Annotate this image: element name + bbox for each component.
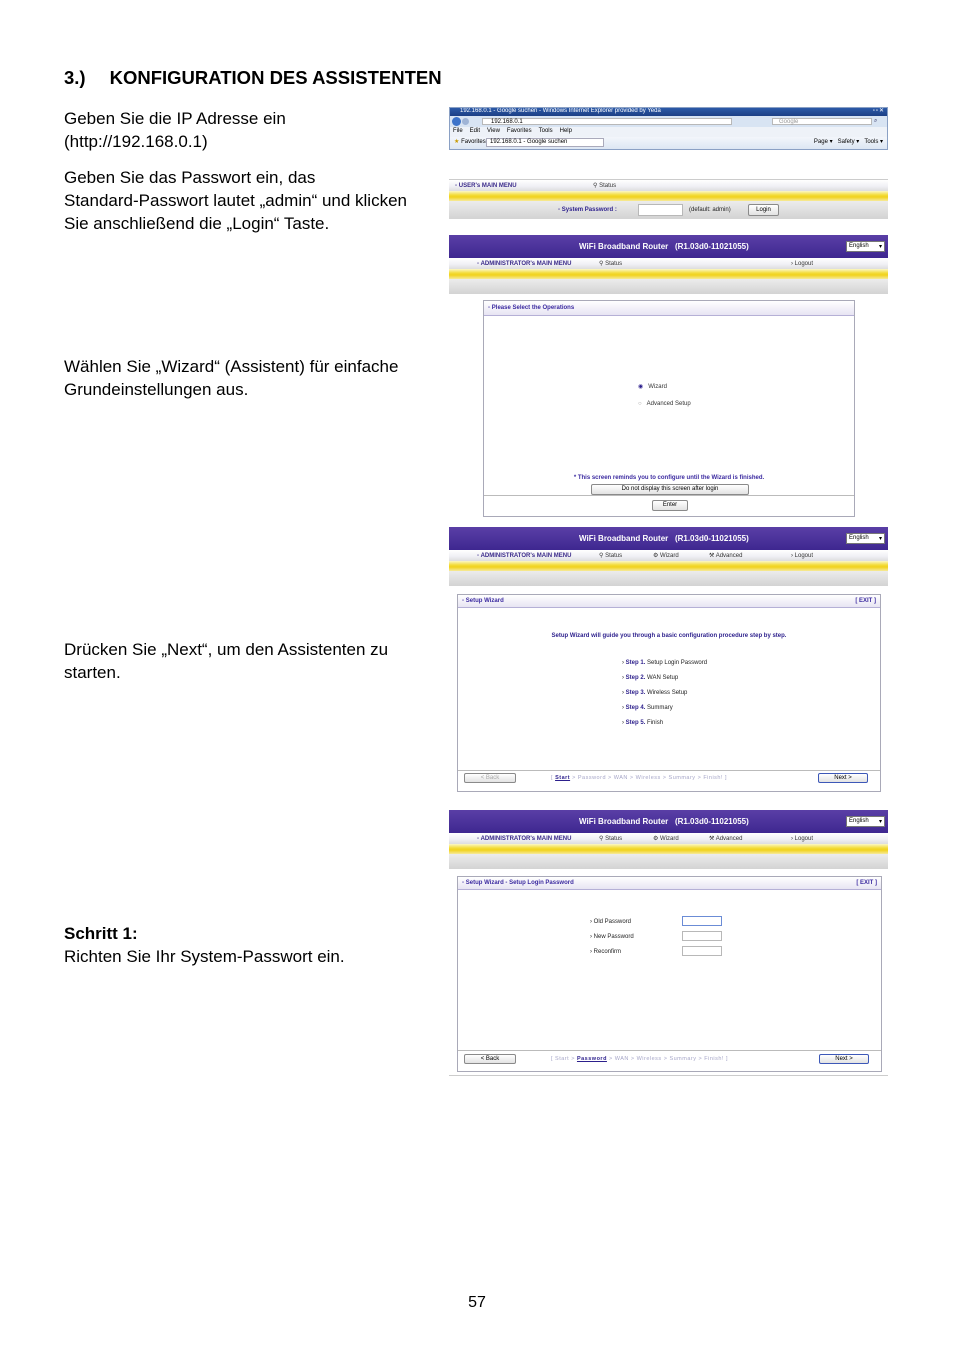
radio-unchecked-icon[interactable]: ○ [638,401,642,407]
browser-tab[interactable]: 192.168.0.1 - Google suchen [486,138,604,147]
section-heading [64,67,442,89]
setup-wizard-screenshot [449,527,888,792]
page-number: 57 [468,1294,486,1311]
step-number: Step 2. [625,675,646,681]
password-label-text: System Password : [561,207,617,213]
search-input[interactable]: Google [772,118,872,125]
exit-link[interactable]: [ EXIT ] [855,598,876,604]
advanced-label: Advanced [715,553,743,559]
tools-menu[interactable]: Tools ▾ [864,139,883,145]
step-item: › Step 3. Wireless Setup [622,690,688,696]
wizard-panel [457,594,881,792]
menu-favorites[interactable]: Favorites [506,128,532,134]
language-value: English [849,535,869,541]
divider [484,495,854,496]
forward-icon[interactable] [462,118,469,125]
status-link[interactable]: ⚲ Status [599,553,623,559]
operations-panel [483,300,855,517]
password-panel [457,876,882,1072]
option-advanced[interactable] [638,401,691,407]
section-title: KONFIGURATION DES ASSISTENTEN [109,67,442,88]
step-number: Step 3. [625,690,646,696]
breadcrumb-active: Start [555,775,571,781]
option-wizard[interactable] [638,383,667,390]
divider [458,1050,881,1051]
admin-menu[interactable]: ▫ ADMINISTRATOR's MAIN MENU [477,553,572,559]
wizard-reminder: * This screen reminds you to configure until the Wizard is finished. [573,475,765,481]
browser-menubar [450,127,887,137]
yellow-band [449,561,888,571]
user-menu-label: USER's MAIN MENU [458,183,517,189]
section-number: 3.) [64,67,86,88]
wizard-intro: Setup Wizard will guide you through a basic configuration procedure step by step. [551,633,787,639]
admin-menu-bar [449,833,888,844]
gray-band [449,854,888,869]
yellow-band [449,269,888,279]
back-button[interactable]: < Back [464,1054,516,1064]
gray-band [449,279,888,294]
password-title: Setup Wizard - Setup Login Password [465,880,574,886]
logout-label: Logout [794,261,814,267]
menu-view[interactable]: View [487,128,500,134]
language-select[interactable] [846,533,885,544]
step1-text: Richten Sie Ihr System-Passwort ein. [64,947,345,966]
language-select[interactable] [846,241,885,252]
search-icon[interactable]: ⌕ [874,118,878,124]
instruction-next: Drücken Sie „Next“, um den Assistenten zu starten. [64,640,389,682]
chevron-down-icon: ▾ [878,819,882,825]
instruction-wizard: Wählen Sie „Wizard“ (Assistent) für einfache Grundeinstellungen aus. [64,357,399,399]
router-title [579,817,749,826]
user-menu-bar [449,179,888,191]
router-name: WiFi Broadband Router [579,534,669,543]
breadcrumb-rest: > WAN > Wireless > Summary > Finish! ] [606,1056,729,1062]
back-icon[interactable] [452,117,461,126]
login-button[interactable]: Login [748,204,779,216]
reconfirm-text: Reconfirm [593,949,622,955]
logout-link[interactable]: › Logout [791,261,814,267]
browser-tools [814,139,883,146]
chevron-down-icon: ▾ [878,536,882,542]
router-version: (R1.03d0-11021055) [674,817,749,826]
step-number: Step 5. [625,720,646,726]
chevron-down-icon: ▾ [878,244,882,250]
old-password-input[interactable] [682,916,722,926]
login-bar [449,201,888,219]
operations-header: ▫ Please Select the Operations [484,301,854,316]
router-title [579,534,749,543]
step-label: Summary [647,705,673,711]
step-number: Step 4. [625,705,646,711]
wizard-link[interactable]: ⚙ Wizard [653,836,679,842]
option-advanced-label: Advanced Setup [646,401,691,407]
status-link[interactable]: ⚲ Status [593,183,617,189]
login-screenshot [449,179,888,219]
reconfirm-label: › Reconfirm [590,949,622,955]
router-version: (R1.03d0-11021055) [674,242,749,251]
safety-menu[interactable]: Safety ▾ [837,139,860,145]
window-controls[interactable]: ▫▫✕ [872,108,885,114]
password-wizard-screenshot [449,810,888,1076]
operations-title: Please Select the Operations [491,305,575,311]
new-password-input[interactable] [682,931,722,941]
default-hint: (default: admin) [689,207,731,213]
instruction-ip: Geben Sie die IP Adresse ein (http://192.168.0.1) [64,109,286,151]
yellow-band [449,191,888,201]
browser-window [449,107,888,150]
admin-menu-label: ADMINISTRATOR's MAIN MENU [480,553,572,559]
admin-menu-bar [449,550,888,561]
yellow-band [449,844,888,854]
option-wizard-label: Wizard [648,384,667,390]
wizard-link[interactable]: ⚙ Wizard [653,553,679,559]
browser-titlebar [450,108,887,116]
router-header-1 [449,235,888,294]
menu-file[interactable]: File [453,128,463,134]
wizard-breadcrumb: [ Start > Password > WAN > Wireless > Summary > Finish! ] [551,775,728,781]
step-item: › Step 1. Setup Login Password [622,660,708,666]
advanced-link[interactable]: ⚒ Advanced [709,553,743,559]
language-select[interactable] [846,816,885,827]
password-input[interactable] [638,204,683,216]
step-item: › Step 4. Summary [622,705,673,711]
old-password-label: › Old Password [590,919,632,925]
admin-menu-label: ADMINISTRATOR's MAIN MENU [480,261,572,267]
step-label: WAN Setup [647,675,679,681]
dont-display-button[interactable]: Do not display this screen after login [591,484,749,495]
breadcrumb-rest: > Password > WAN > Wireless > Summary > Finish! ] [570,775,728,781]
logout-label: Logout [794,836,814,842]
status-link[interactable]: ⚲ Status [599,836,623,842]
status-label: Status [605,836,623,842]
instruction-password: Geben Sie das Passwort ein, das Standard-Passwort lautet „admin“ und klicken Sie anschließend die „Login“ Taste. [64,168,407,233]
step-label: Setup Login Password [647,660,708,666]
wizard-label: Wizard [660,836,679,842]
password-label: ▫ System Password : [558,207,617,213]
browser-title: 192.168.0.1 - Google suchen - Windows Internet Explorer provided by Yeda [460,108,661,114]
wizard-header: ▫ Setup Wizard [ EXIT ] [458,595,880,608]
breadcrumb-active: Password [576,1056,607,1062]
router-title-bar [449,527,888,550]
user-menu[interactable]: ▫ USER's MAIN MENU [455,183,517,189]
admin-menu[interactable]: ▫ ADMINISTRATOR's MAIN MENU [477,836,572,842]
step-label: Finish [647,720,664,726]
router-title-bar [449,810,888,833]
instruction-step1 [64,922,444,968]
reconfirm-input[interactable] [682,946,722,956]
step-label: Wireless Setup [647,690,688,696]
new-password-text: New Password [593,934,634,940]
step-number: Step 1. [625,660,646,666]
status-label: Status [605,553,623,559]
browser-addressbar-row [450,116,887,127]
wizard-title: Setup Wizard [465,598,504,604]
steps-list [622,660,707,726]
step-item: › Step 2. WAN Setup [622,675,679,681]
favorites-star-icon[interactable]: ★ [454,139,460,145]
status-label: Status [599,183,617,189]
menu-edit[interactable]: Edit [469,128,481,134]
admin-menu-bar [449,258,888,269]
menu-tools[interactable]: Tools [538,128,553,134]
admin-menu-label: ADMINISTRATOR's MAIN MENU [480,836,572,842]
back-button[interactable]: < Back [464,773,516,783]
step1-title: Schritt 1: [64,924,138,943]
enter-button[interactable]: Enter [652,500,688,511]
router-name: WiFi Broadband Router [579,242,669,251]
language-value: English [849,243,869,249]
breadcrumb-pre: [ Start > [551,1056,577,1062]
browser-favbar [450,137,887,149]
router-version: (R1.03d0-11021055) [674,534,749,543]
page-menu[interactable]: Page ▾ [813,139,833,145]
logout-label: Logout [794,553,814,559]
old-password-text: Old Password [593,919,632,925]
router-title-bar [449,235,888,258]
advanced-label: Advanced [715,836,743,842]
password-breadcrumb [551,1056,728,1062]
logout-link[interactable]: › Logout [791,836,814,842]
status-link[interactable]: ⚲ Status [599,261,623,267]
exit-link[interactable]: [ EXIT ] [856,880,877,886]
menu-help[interactable]: Help [559,128,572,134]
status-label: Status [605,261,623,267]
gray-band [449,571,888,586]
admin-menu[interactable]: ▫ ADMINISTRATOR's MAIN MENU [477,261,572,267]
radio-checked-icon[interactable]: ◉ [638,384,644,390]
wizard-label: Wizard [660,553,679,559]
divider [458,770,880,771]
password-header: ▫ Setup Wizard - Setup Login Password [ EXIT ] [458,877,881,890]
next-button[interactable]: Next > [819,1054,869,1064]
step-item: › Step 5. Finish [622,720,664,726]
next-button[interactable]: Next > [818,773,868,783]
advanced-link[interactable]: ⚒ Advanced [709,836,743,842]
address-input[interactable]: 192.168.0.1 [482,118,732,125]
language-value: English [849,818,869,824]
logout-link[interactable]: › Logout [791,553,814,559]
new-password-label: › New Password [590,934,634,940]
favorites-button[interactable]: Favorites [461,139,486,145]
router-name: WiFi Broadband Router [579,817,669,826]
router-title [579,242,749,251]
